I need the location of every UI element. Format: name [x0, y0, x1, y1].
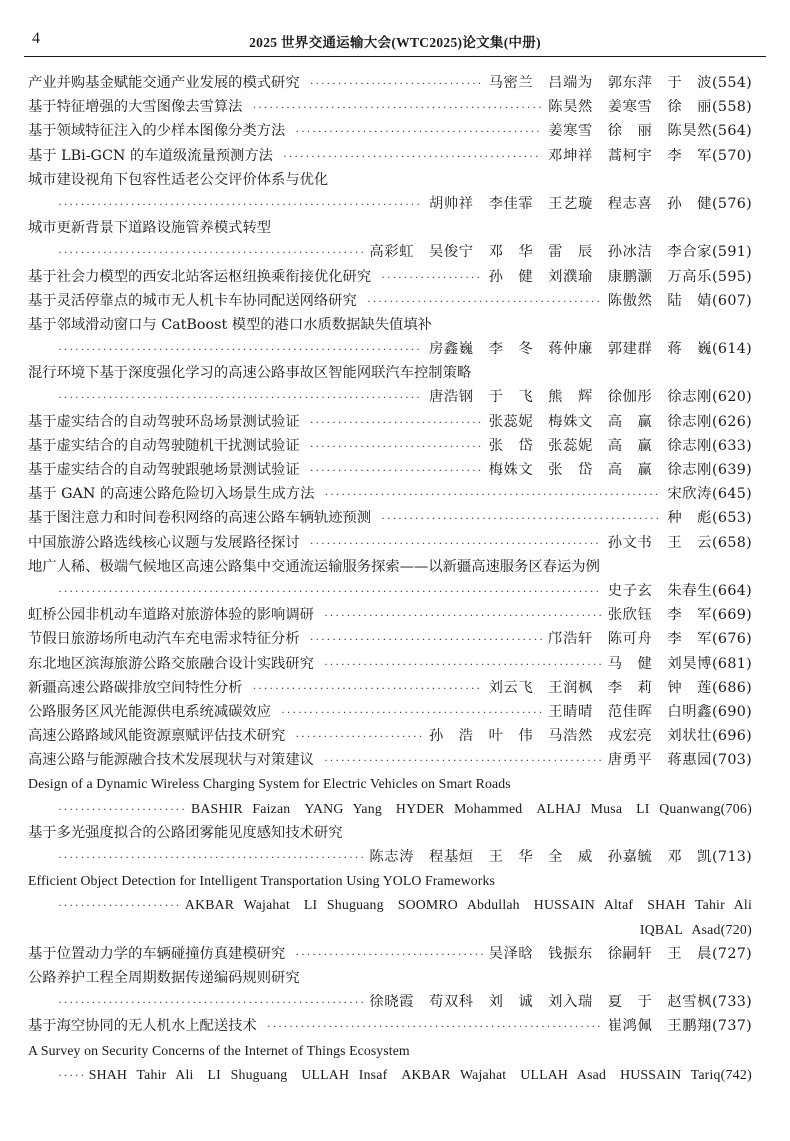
entry-authors: 房鑫巍 李 冬 蒋仲廉 郭建群 蒋 巍 — [429, 341, 713, 358]
toc-entry[interactable] — [0, 966, 790, 1014]
leader-dots — [58, 797, 185, 821]
entry-page: (564) — [712, 123, 752, 140]
entry-page: (620) — [712, 389, 752, 406]
entry-page: (626) — [712, 413, 752, 430]
entry-page: (720) — [720, 921, 752, 937]
toc-entry[interactable] — [0, 603, 790, 627]
leader-dots — [58, 579, 602, 603]
entry-title: 产业并购基金赋能交通产业发展的模式研究 — [28, 75, 300, 91]
table-of-contents — [0, 71, 790, 1087]
entry-title: 基于虚实结合的自动驾驶跟驰场景测试验证 — [28, 462, 300, 478]
entry-authors: 唐浩钢 于 飞 熊 辉 徐伽彤 徐志刚 — [429, 389, 713, 406]
entry-authors: 梅姝文 张 岱 高 赢 徐志刚 — [488, 462, 713, 478]
entry-authors: 姜寒雪 徐 丽 陈昊然 — [548, 123, 713, 140]
entry-authors: 马密兰 吕端为 郭东萍 于 波 — [488, 75, 713, 91]
entry-page: (576) — [712, 195, 752, 212]
toc-entry[interactable] — [0, 652, 790, 676]
entry-page: (676) — [712, 631, 752, 648]
entry-authors: 王睛晴 范佳晖 白明鑫 — [548, 703, 713, 720]
entry-authors: 徐晓霞 苟双科 刘 诚 刘入瑞 夏 于 赵雪枫 — [369, 994, 713, 1011]
toc-entry[interactable] — [0, 772, 790, 820]
toc-entry[interactable] — [0, 216, 790, 264]
entry-page: (591) — [712, 244, 752, 261]
entry-title: Efficient Object Detection for Intelligent Transportation Using YOLO Frameworks — [28, 873, 495, 889]
entry-title: 高速公路与能源融合技术发展现状与对策建议 — [28, 752, 314, 769]
entry-page: (607) — [712, 292, 752, 309]
entry-title: 地广人稀、极端气候地区高速公路集中交通流运输服务探索——以新疆高速服务区春运为例 — [28, 558, 600, 575]
entry-title: 基于多光强度拟合的公路团雾能见度感知技术研究 — [28, 824, 343, 841]
entry-page: (733) — [712, 994, 752, 1011]
entry-page: (595) — [712, 268, 752, 285]
leader-dots — [324, 603, 602, 627]
entry-title: 基于特征增强的大雪图像去雪算法 — [28, 99, 243, 116]
entry-page: (713) — [712, 849, 752, 865]
leader-dots — [295, 119, 542, 143]
entry-title: 基于 LBi-GCN 的车道级流量预测方法 — [28, 147, 273, 164]
header-rule — [24, 56, 766, 57]
leader-dots — [58, 893, 179, 917]
toc-entry[interactable] — [0, 434, 790, 458]
leader-dots — [381, 265, 482, 289]
leader-dots — [58, 337, 423, 361]
toc-entry[interactable] — [0, 1039, 790, 1087]
toc-entry[interactable] — [0, 168, 790, 216]
entry-title: 基于 GAN 的高速公路危险切入场景生成方法 — [28, 486, 315, 503]
entry-page: (686) — [712, 679, 752, 696]
page-number: 4 — [32, 30, 40, 47]
leader-dots — [310, 71, 483, 95]
entry-title: 新疆高速公路碳排放空间特性分析 — [28, 679, 243, 696]
toc-entry[interactable] — [0, 1014, 790, 1038]
entry-authors: 陈志涛 程基烜 王 华 全 威 孙嘉毓 邓 凯 — [369, 849, 713, 865]
leader-dots — [58, 192, 423, 216]
leader-dots — [252, 676, 482, 700]
entry-page: (737) — [712, 1018, 752, 1035]
toc-entry[interactable] — [0, 289, 790, 313]
toc-entry[interactable] — [0, 942, 790, 966]
entry-authors: 张欣钰 李 军 — [607, 607, 713, 624]
entry-page: (645) — [712, 486, 752, 503]
entry-title: 中国旅游公路选线核心议题与发展路径探讨 — [28, 534, 300, 551]
entry-title: 东北地区滨海旅游公路交旅融合设计实践研究 — [28, 655, 314, 672]
entry-page: (658) — [712, 534, 752, 551]
entry-title: 基于虚实结合的自动驾驶随机干扰测试验证 — [28, 437, 300, 454]
leader-dots — [310, 531, 602, 555]
entry-authors: 马 健 刘昊博 — [607, 655, 713, 672]
entry-authors: 种 彪 — [667, 510, 713, 527]
leader-dots — [252, 95, 542, 119]
leader-dots — [295, 942, 482, 966]
entry-title: A Survey on Security Concerns of the Internet of Things Ecosystem — [28, 1042, 410, 1058]
entry-title: Design of a Dynamic Wireless Charging System for Electric Vehicles on Smart Roads — [28, 776, 511, 792]
entry-authors: 刘云飞 王润枫 李 莉 钟 莲 — [488, 679, 713, 696]
entry-page: (669) — [712, 607, 752, 624]
entry-page: (727) — [712, 945, 752, 962]
toc-entry[interactable] — [0, 506, 790, 530]
toc-entry[interactable] — [0, 95, 790, 119]
entry-authors: 邝浩轩 陈可舟 李 军 — [548, 631, 713, 648]
leader-dots — [367, 289, 602, 313]
entry-authors: BASHIR Faizan YANG Yang HYDER Mohammed ALHAJ Musa LI Quanwang — [190, 800, 721, 816]
leader-dots — [324, 652, 602, 676]
leader-dots — [281, 700, 542, 724]
entry-page: (696) — [712, 728, 752, 745]
entry-title: 基于灵活停靠点的城市无人机卡车协同配送网络研究 — [28, 292, 357, 309]
entry-title: 城市更新背景下道路设施管养模式转型 — [28, 220, 272, 237]
entry-authors: 张蕊妮 梅姝文 高 赢 徐志刚 — [488, 413, 713, 430]
toc-entry[interactable] — [0, 531, 790, 555]
toc-entry[interactable] — [0, 821, 790, 869]
toc-entry[interactable] — [0, 676, 790, 700]
toc-entry[interactable] — [0, 119, 790, 143]
leader-dots — [58, 240, 363, 264]
entry-authors-continued: IQBAL Asad — [639, 921, 721, 937]
leader-dots — [381, 506, 661, 530]
entry-page: (633) — [712, 437, 752, 454]
entry-title: 基于虚实结合的自动驾驶环岛场景测试验证 — [28, 413, 300, 430]
entry-authors: 陈傲然 陆 婧 — [607, 292, 713, 309]
toc-entry[interactable] — [0, 869, 790, 942]
entry-title: 虹桥公园非机动车道路对旅游体验的影响调研 — [28, 607, 314, 624]
toc-entry[interactable] — [0, 724, 790, 748]
entry-title: 混行环境下基于深度强化学习的高速公路事故区智能网联汽车控制策略 — [28, 365, 472, 382]
leader-dots — [58, 1063, 83, 1087]
running-header — [24, 28, 766, 52]
toc-entry[interactable] — [0, 265, 790, 289]
entry-authors: AKBAR Wajahat LI Shuguang SOOMRO Abdullah HUSSAIN Altaf SHAH Tahir Ali — [184, 897, 752, 913]
toc-entry[interactable] — [0, 555, 790, 603]
entry-page: (742) — [720, 1066, 752, 1082]
leader-dots — [324, 482, 661, 506]
leader-dots — [58, 845, 363, 869]
leader-dots — [310, 434, 483, 458]
entry-authors: 孙 健 刘濮瑜 康鹏灏 万高乐 — [488, 268, 713, 285]
entry-title: 公路服务区风光能源供电系统减碳效应 — [28, 703, 272, 720]
entry-authors: 高彩虹 吴俊宁 邓 华 雷 辰 孙冰洁 李合家 — [369, 244, 713, 261]
entry-page: (706) — [720, 800, 752, 816]
entry-authors: 史子玄 朱春生 — [607, 582, 713, 599]
entry-page: (664) — [712, 582, 752, 599]
toc-entry[interactable] — [0, 700, 790, 724]
leader-dots — [283, 144, 542, 168]
entry-authors: 胡帅祥 李佳霏 王艺璇 程志喜 孙 健 — [429, 195, 713, 212]
leader-dots — [310, 458, 483, 482]
toc-entry[interactable] — [0, 458, 790, 482]
leader-dots — [295, 724, 423, 748]
leader-dots — [310, 627, 543, 651]
entry-title: 基于领域特征注入的少样本图像分类方法 — [28, 123, 286, 140]
entry-authors: 孙 浩 叶 伟 马浩然 戎宏亮 刘状壮 — [429, 728, 713, 745]
entry-page: (558) — [712, 99, 752, 116]
leader-dots — [58, 990, 363, 1014]
entry-title: 基于社会力模型的西安北站客运枢纽换乘衔接优化研究 — [28, 268, 372, 285]
entry-title: 城市建设视角下包容性适老公交评价体系与优化 — [28, 171, 329, 188]
leader-dots — [324, 748, 602, 772]
entry-page: (681) — [712, 655, 752, 672]
entry-authors: SHAH Tahir Ali LI Shuguang ULLAH Insaf AKBAR Wajahat ULLAH Asad HUSSAIN Tariq — [88, 1066, 721, 1082]
toc-entry[interactable] — [0, 410, 790, 434]
entry-authors: 唐勇平 蒋惠园 — [607, 752, 713, 769]
running-title: 2025 世界交通运输大会(WTC2025)论文集(中册) — [249, 35, 541, 50]
entry-page: (639) — [712, 462, 752, 478]
entry-title: 基于位置动力学的车辆碰撞仿真建模研究 — [28, 945, 286, 962]
leader-dots — [58, 385, 423, 409]
entry-title: 基于邻域滑动窗口与 CatBoost 模型的港口水质数据缺失值填补 — [28, 316, 432, 333]
toc-entry[interactable] — [0, 482, 790, 506]
entry-title: 节假日旅游场所电动汽车充电需求特征分析 — [28, 631, 300, 648]
entry-page: (703) — [712, 752, 752, 769]
entry-page: (653) — [712, 510, 752, 527]
toc-entry[interactable] — [0, 71, 790, 95]
entry-title: 基于图注意力和时间卷积网络的高速公路车辆轨迹预测 — [28, 510, 372, 527]
toc-entry[interactable] — [0, 627, 790, 651]
entry-page: (554) — [712, 75, 752, 91]
entry-page: (690) — [712, 703, 752, 720]
toc-entry[interactable] — [0, 144, 790, 168]
entry-authors: 宋欣涛 — [667, 486, 713, 503]
entry-page: (614) — [712, 341, 752, 358]
toc-entry[interactable] — [0, 313, 790, 361]
entry-title: 基于海空协同的无人机水上配送技术 — [28, 1018, 257, 1035]
toc-entry[interactable] — [0, 361, 790, 409]
entry-title: 公路养护工程全周期数据传递编码规则研究 — [28, 969, 300, 986]
entry-title: 高速公路路域风能资源禀赋评估技术研究 — [28, 728, 286, 745]
leader-dots — [267, 1014, 602, 1038]
leader-dots — [310, 410, 483, 434]
entry-authors: 吴泽晗 钱振东 徐嗣轩 王 晨 — [488, 945, 713, 962]
entry-authors: 陈昊然 姜寒雪 徐 丽 — [548, 99, 713, 116]
entry-authors: 邓坤祥 蒿柯宇 李 军 — [548, 147, 713, 164]
entry-authors: 孙文书 王 云 — [607, 534, 713, 551]
entry-page: (570) — [712, 147, 752, 164]
toc-entry[interactable] — [0, 748, 790, 772]
entry-authors: 崔鸿佩 王鹏翔 — [607, 1018, 713, 1035]
entry-authors: 张 岱 张蕊妮 高 赢 徐志刚 — [488, 437, 713, 454]
